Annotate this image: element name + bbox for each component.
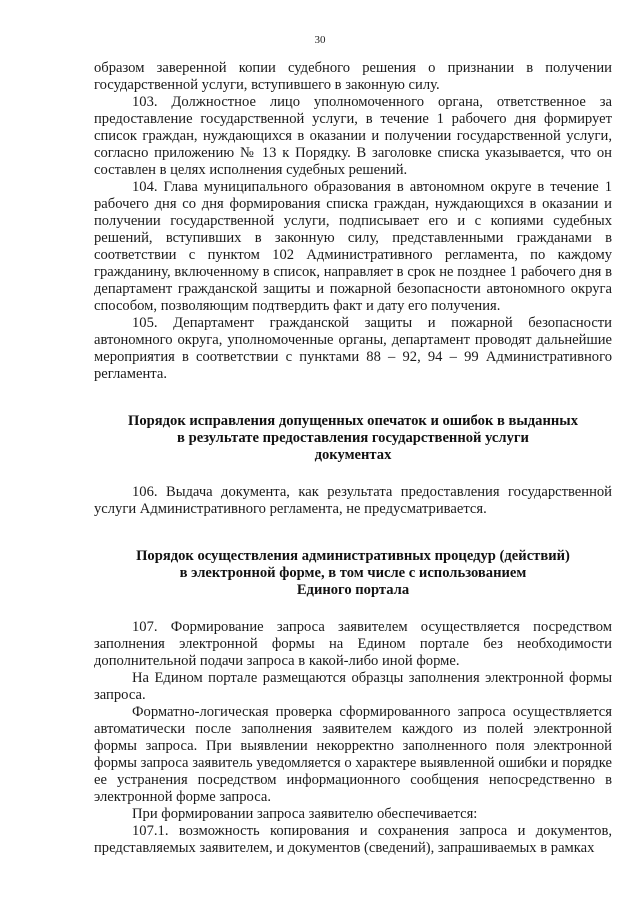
paragraph-format-check: Форматно-логическая проверка сформированного запроса осуществляется автоматически после заполнения заявителем каждого из полей электронной формы запроса. При выявлении некорректно заполненного поля электронной формы запроса заявитель уведомляется о характере выявленной ошибки и порядке ее устранения посредством информационного сообщения непосредственно в электронной форме запроса. xyxy=(94,704,612,805)
heading-line: в электронной форме, в том числе с использованием xyxy=(179,565,527,581)
paragraph-105: 105. Департамент гражданской защиты и пожарной безопасности автономного округа, уполномоченные органы, департамент проводят дальнейшие мероприятия в соответствии с пунктами 88 – 92, 94 – 99 Административного регламента. xyxy=(94,315,612,382)
document-body xyxy=(94,60,612,857)
paragraph-107-1: 107.1. возможность копирования и сохранения запроса и документов, представляемых заявителем, и документов (сведений), запрашиваемых в рамках xyxy=(94,823,612,856)
spacer xyxy=(94,464,612,484)
paragraph-104: 104. Глава муниципального образования в автономном округе в течение 1 рабочего дня со дня формирования списка граждан, нуждающихся в оказании и получении государственной услуги, подписывает его и с копиями судебных решений, вступивших в законную силу, представленными гражданами в соответствии с пунктом 102 Административного регламента, по каждому гражданину, включенному в список, направляет в срок не позднее 1 рабочего дня в департамент гражданской защиты и пожарной безопасности автономного округа способом, позволяющим подтвердить факт и дату его получения. xyxy=(94,179,612,314)
spacer xyxy=(94,383,612,413)
heading-line: документах xyxy=(314,447,392,463)
spacer xyxy=(94,599,612,619)
section-heading-corrections xyxy=(94,413,612,464)
paragraph-samples: На Едином портале размещаются образцы заполнения электронной формы запроса. xyxy=(94,670,612,703)
heading-line: Порядок осуществления административных процедур (действий) xyxy=(136,548,570,564)
page-number: 30 xyxy=(314,34,326,46)
paragraph-continuation: образом заверенной копии судебного решения о признании в получении государственной услуги, вступившего в законную силу. xyxy=(94,60,612,93)
paragraph-103: 103. Должностное лицо уполномоченного органа, ответственное за предоставление государственной услуги, в течение 1 рабочего дня формирует список граждан, нуждающихся в оказании и получении государственной услуги, согласно приложению № 13 к Порядку. В заголовке списка указывается, что он составлен в целях исполнения судебных решений. xyxy=(94,94,612,178)
paragraph-106: 106. Выдача документа, как результата предоставления государственной услуги Административного регламента, не предусматривается. xyxy=(94,484,612,517)
heading-line: Порядок исправления допущенных опечаток и ошибок в выданных xyxy=(128,413,578,429)
heading-line: Единого портала xyxy=(296,582,410,598)
paragraph-provided: При формировании запроса заявителю обеспечивается: xyxy=(132,806,478,822)
section-heading-electronic xyxy=(94,548,612,599)
heading-line: в результате предоставления государственной услуги xyxy=(177,430,529,446)
spacer xyxy=(94,518,612,548)
paragraph-107: 107. Формирование запроса заявителем осуществляется посредством заполнения электронной формы на Едином портале без необходимости дополнительной подачи запроса в какой-либо иной форме. xyxy=(94,619,612,669)
